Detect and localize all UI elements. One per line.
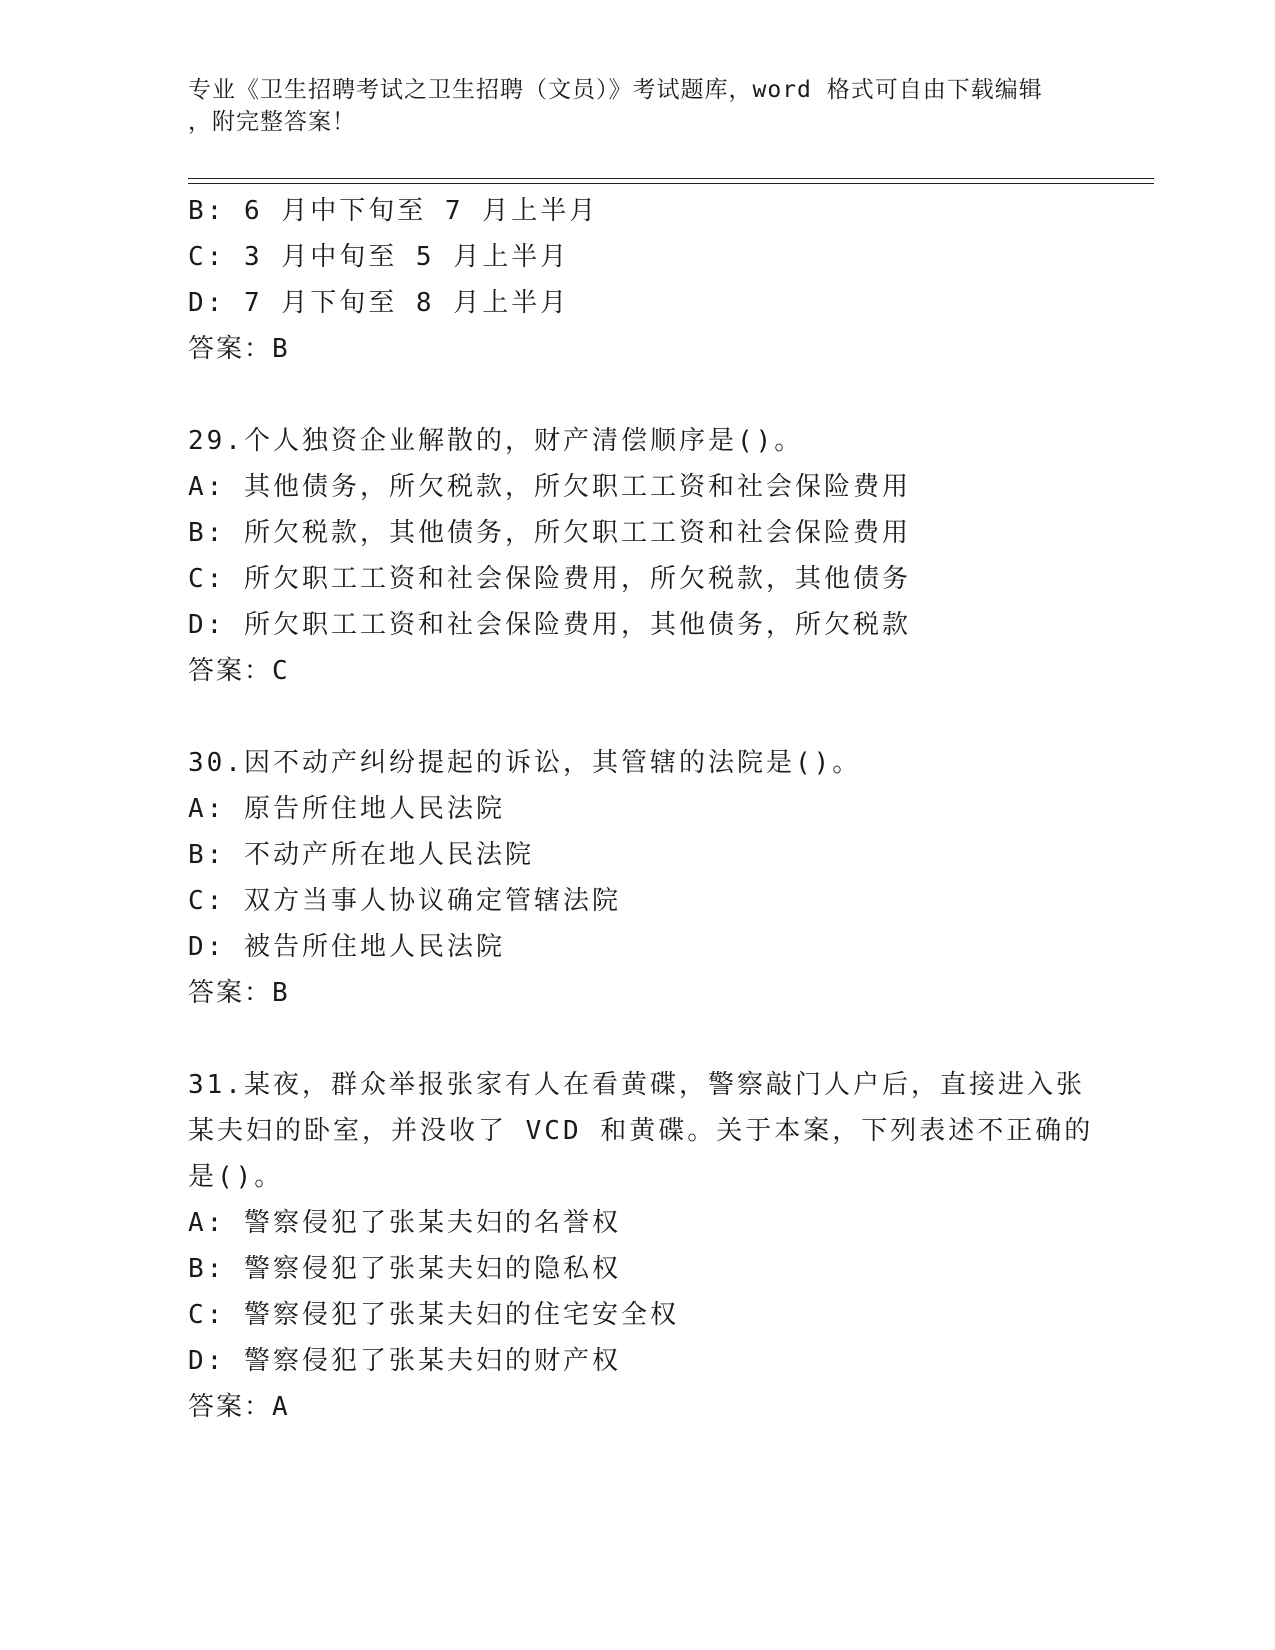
answer-line xyxy=(188,970,1088,1016)
question-stem-line-3: 是()。 xyxy=(188,1162,284,1192)
answer-label: 答案： xyxy=(188,1392,273,1422)
option-c: C: 3 月中旬至 5 月上半月 xyxy=(188,242,570,272)
option-b: B: 不动产所在地人民法院 xyxy=(188,840,534,870)
option-d: D: 所欠职工工资和社会保险费用，其他债务，所欠税款 xyxy=(188,610,911,640)
question-stem: 30.因不动产纠纷提起的诉讼，其管辖的法院是()。 xyxy=(188,748,862,778)
question-stem-line-2: 某夫妇的卧室，并没收了 VCD 和黄碟。关于本案，下列表述不正确的 xyxy=(188,1116,1094,1146)
option-a: A: 警察侵犯了张某夫妇的名誉权 xyxy=(188,1208,621,1238)
option-c: C: 警察侵犯了张某夫妇的住宅安全权 xyxy=(188,1300,679,1330)
answer-value: C xyxy=(272,656,290,686)
option-b: B: 6 月中下旬至 7 月上半月 xyxy=(188,196,599,226)
option-a: A: 其他债务，所欠税款，所欠职工工资和社会保险费用 xyxy=(188,472,911,502)
option-d: D: 7 月下旬至 8 月上半月 xyxy=(188,288,570,318)
option-d: D: 警察侵犯了张某夫妇的财产权 xyxy=(188,1346,621,1376)
question-29 xyxy=(188,418,1088,694)
option-a: A: 原告所住地人民法院 xyxy=(188,794,505,824)
answer-label: 答案： xyxy=(188,978,273,1008)
document-header xyxy=(188,74,1088,138)
question-stem: 29.个人独资企业解散的，财产清偿顺序是()。 xyxy=(188,426,804,456)
question-list xyxy=(188,188,1094,1430)
answer-value: A xyxy=(272,1392,290,1422)
question-28 xyxy=(188,188,1088,372)
header-line-1: 专业《卫生招聘考试之卫生招聘（文员）》考试题库，word 格式可自由下载编辑 xyxy=(188,77,1043,103)
header-line-2: ，附完整答案！ xyxy=(188,109,356,135)
question-30 xyxy=(188,740,1088,1016)
answer-label: 答案： xyxy=(188,656,273,686)
answer-value: B xyxy=(272,334,290,364)
answer-label: 答案： xyxy=(188,334,273,364)
option-d: D: 被告所住地人民法院 xyxy=(188,932,505,962)
question-31 xyxy=(188,1062,1094,1430)
option-b: B: 警察侵犯了张某夫妇的隐私权 xyxy=(188,1254,621,1284)
answer-line xyxy=(188,1384,1088,1430)
question-stem-line-1: 31.某夜，群众举报张家有人在看黄碟，警察敲门人户后，直接进入张 xyxy=(188,1070,1085,1100)
option-c: C: 双方当事人协议确定管辖法院 xyxy=(188,886,621,916)
answer-value: B xyxy=(272,978,290,1008)
option-b: B: 所欠税款，其他债务，所欠职工工资和社会保险费用 xyxy=(188,518,911,548)
header-rule-bottom xyxy=(188,183,1154,184)
header-rule-top xyxy=(188,178,1154,179)
option-c: C: 所欠职工工资和社会保险费用，所欠税款，其他债务 xyxy=(188,564,911,594)
answer-line xyxy=(188,326,1088,372)
answer-line xyxy=(188,648,1088,694)
